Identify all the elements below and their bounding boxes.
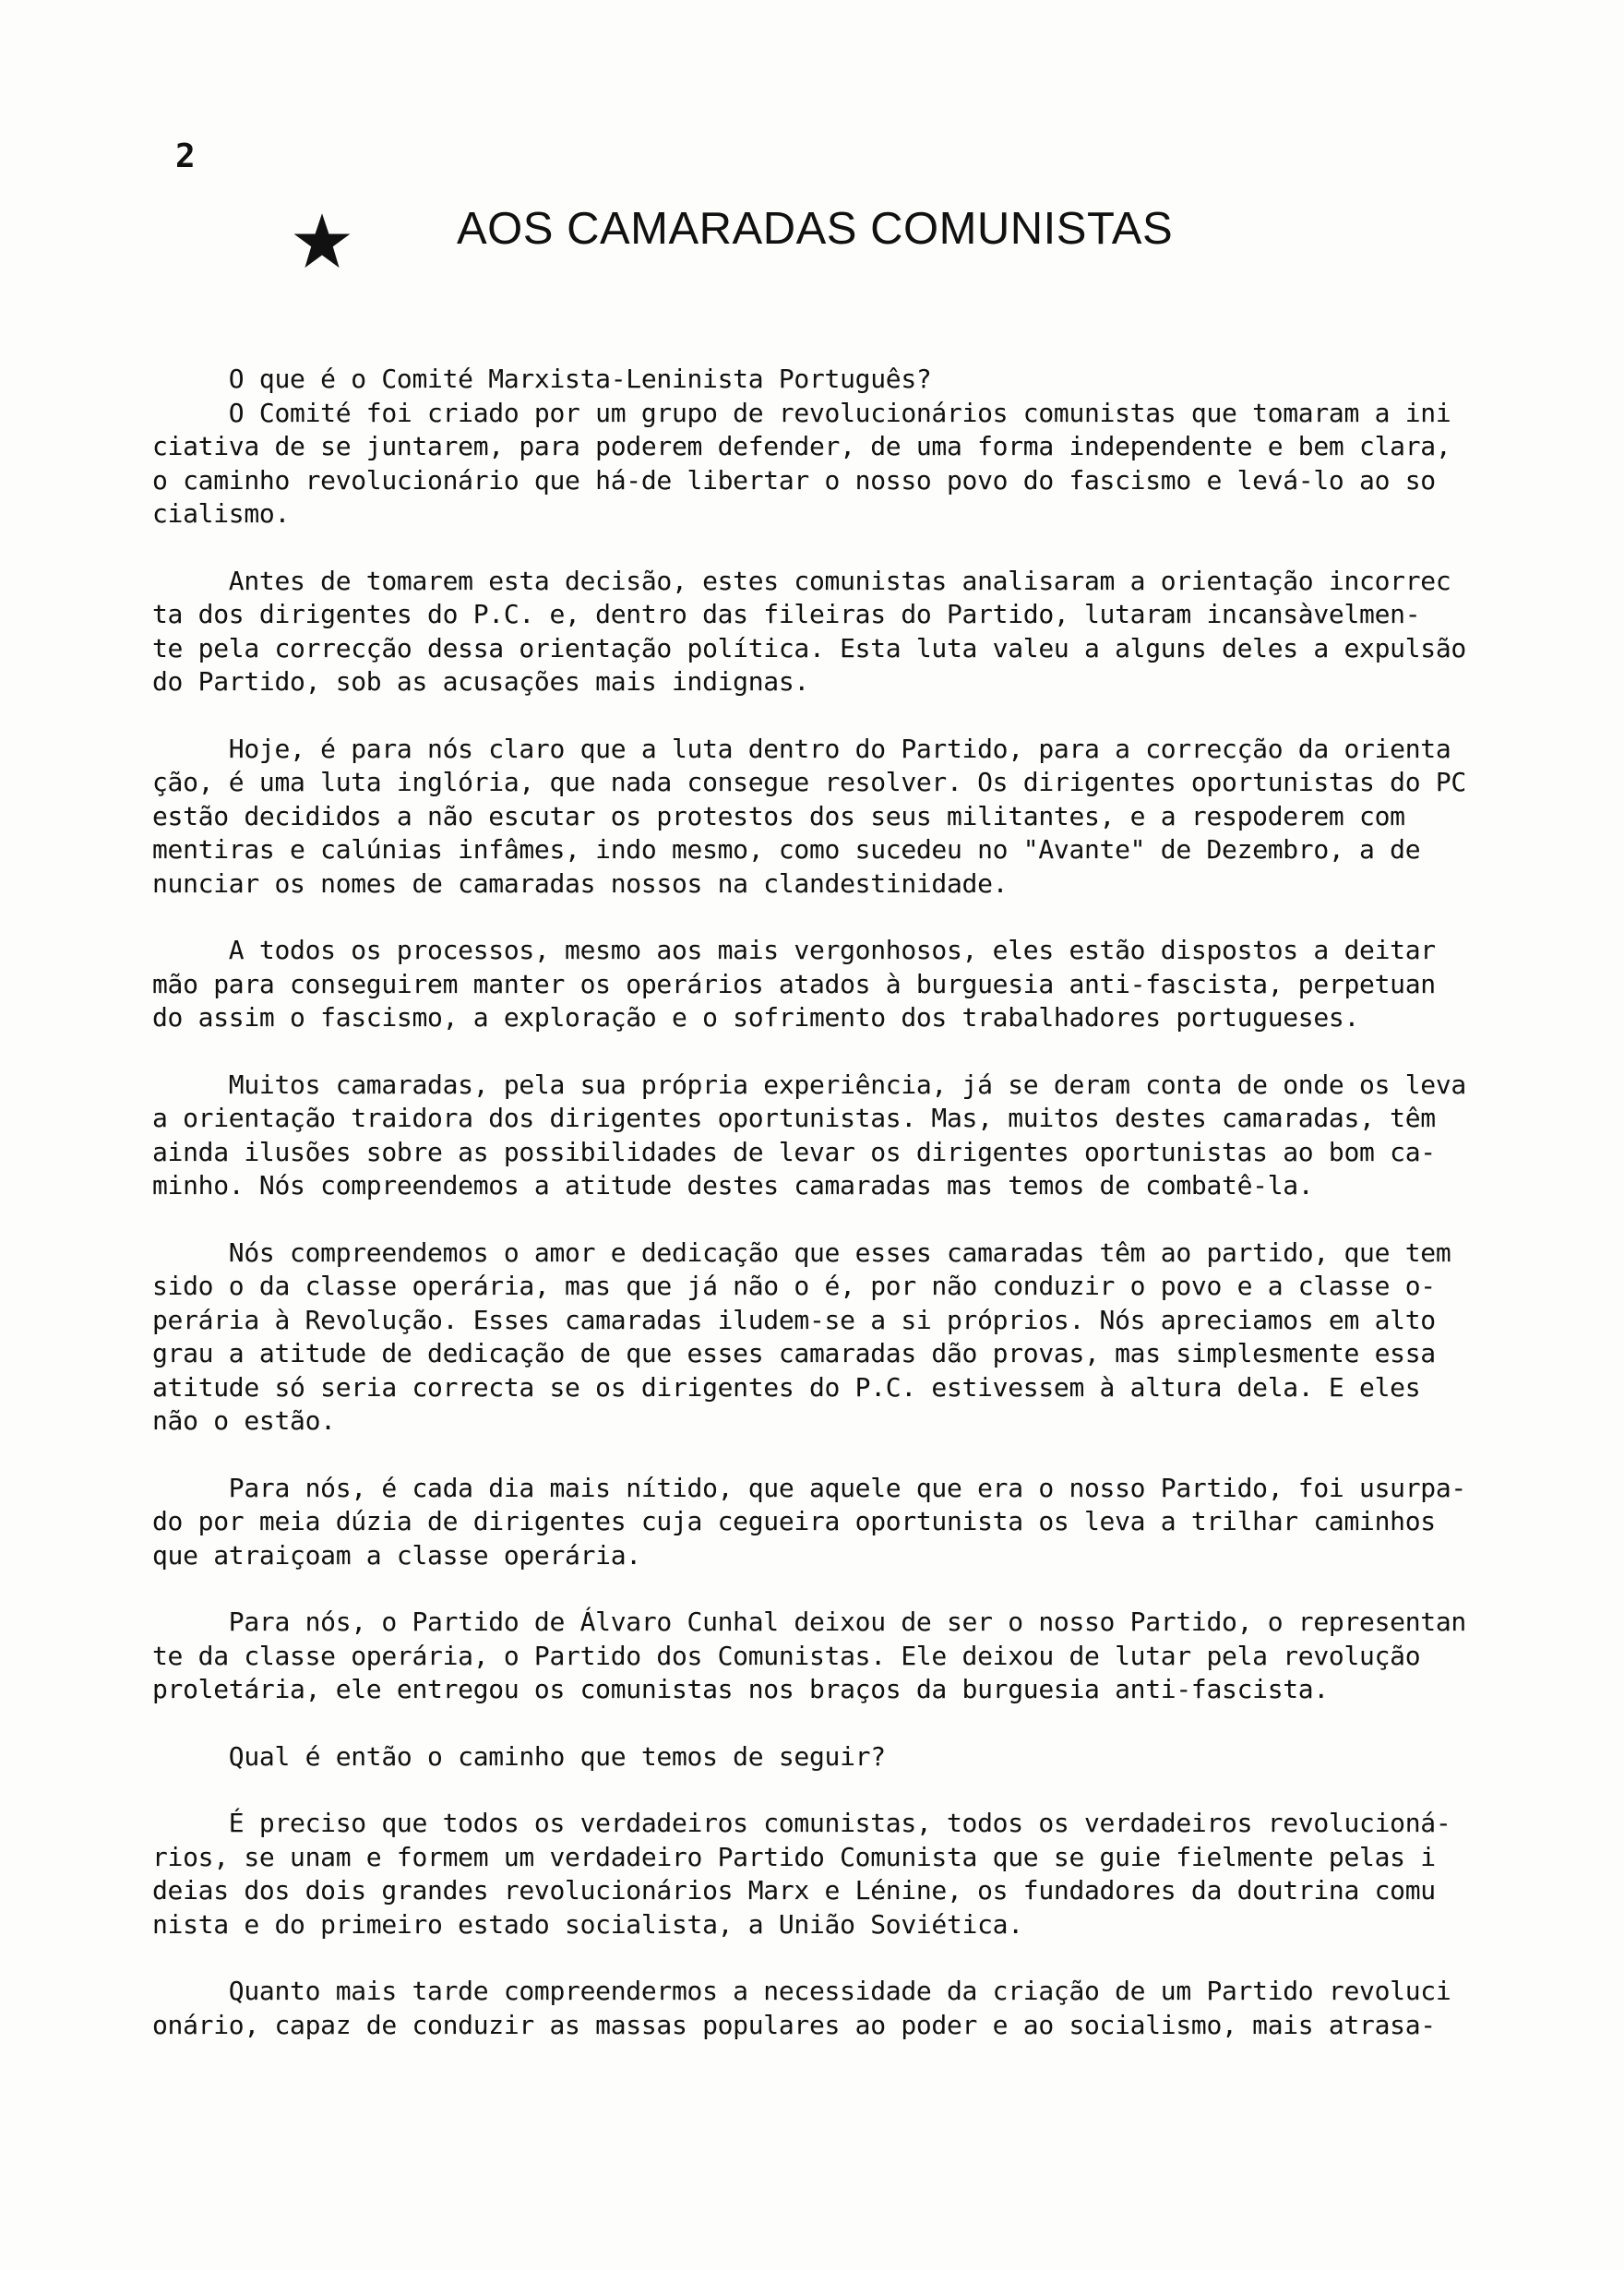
paragraph-inglorious-struggle: Hoje, é para nós claro que a luta dentro do Partido, para a correcção da orienta ção, é uma luta inglória, que nada consegue resolver. Os dirigentes oportunistas do PC estão decididos a não escutar os protestos dos seus militantes, e a respoderem com mentiras e calúnias infâmes, indo mesmo, como sucedeu no "Avante" de Dezembro, a de nunciar os nomes de camaradas nossos na clandestinidade. xyxy=(152,733,1466,899)
paragraph-decision: Antes de tomarem esta decisão, estes comunistas analisaram a orientação incorrec ta dos dirigentes do P.C. e, dentro das fileiras do Partido, lutaram incansàvelmen- te pela correcção dessa orientação política. Esta luta valeu a alguns deles a expulsão do Partido, sob as acusações mais indignas. xyxy=(152,565,1466,697)
paragraph-conclusion: Quanto mais tarde compreendermos a necessidade da criação de um Partido revoluci onário, capaz de conduzir as massas populares ao poder e ao socialismo, mais atrasa- xyxy=(152,1976,1451,2040)
paragraph-shameful-processes: A todos os processos, mesmo aos mais vergonhosos, eles estão dispostos a deitar mão para conseguirem manter os operários atados à burguesia anti-fascista, perpetuan do assim o fascismo, a exploração e o sofrimento dos trabalhadores portugueses. xyxy=(152,935,1436,1033)
paragraph-intro: O que é o Comité Marxista-Leninista Português? O Comité foi criado por um grupo de revolucionários comunistas que tomaram a ini ciativa de se juntarem, para poderem defender, de uma forma independente e bem clara, o caminho revolucionário que há-de libertar o nosso povo do fascismo e levá-lo ao so cialismo. xyxy=(152,364,1451,529)
paragraph-question: Qual é então o caminho que temos de seguir? xyxy=(152,1740,886,1772)
paragraph-dedication: Nós compreendemos o amor e dedicação que esses camaradas têm ao partido, que tem sido o da classe operária, mas que já não o é, por não conduzir o povo e a classe o- perária à Revolução. Esses camaradas iludem-se a si próprios. Nós apreciamos em alto grau a atitude de dedicação de que esses camaradas dão provas, mas simplesmente essa atitude só seria correcta se os dirigentes do P.C. estivessem à altura dela. E eles não o estão. xyxy=(152,1237,1451,1436)
paragraph-unite: É preciso que todos os verdadeiros comunistas, todos os verdadeiros revolucioná- rios, se unam e formem um verdadeiro Partido Comunista que se guie fielmente pelas i deias dos dois grandes revolucionários Marx e Lénine, os fundadores da doutrina comu nista e do primeiro estado socialista, a União Soviética. xyxy=(152,1808,1451,1940)
star-icon xyxy=(293,212,351,269)
paragraph-alvaro-cunhal: Para nós, o Partido de Álvaro Cunhal deixou de ser o nosso Partido, o representan te da classe operária, o Partido dos Comunistas. Ele deixou de lutar pela revolução proletária, ele entregou os comunistas nos braços da burguesia anti-fascista. xyxy=(152,1607,1466,1704)
article-body xyxy=(152,363,1536,2042)
paragraph-many-comrades: Muitos camaradas, pela sua própria experiência, já se deram conta de onde os leva a orientação traidora dos dirigentes oportunistas. Mas, muitos destes camaradas, têm ainda ilusões sobre as possibilidades de levar os dirigentes oportunistas ao bom ca- minho. Nós compreendemos a atitude destes camaradas mas temos de combatê-la. xyxy=(152,1069,1466,1201)
page-title: AOS CAMARADAS COMUNISTAS xyxy=(457,204,1174,254)
page-number: 2 xyxy=(175,137,196,175)
paragraph-usurped-party: Para nós, é cada dia mais nítido, que aquele que era o nosso Partido, foi usurpa- do por meia dúzia de dirigentes cuja cegueira oportunista os leva a trilhar caminhos que atraiçoam a classe operária. xyxy=(152,1472,1466,1571)
